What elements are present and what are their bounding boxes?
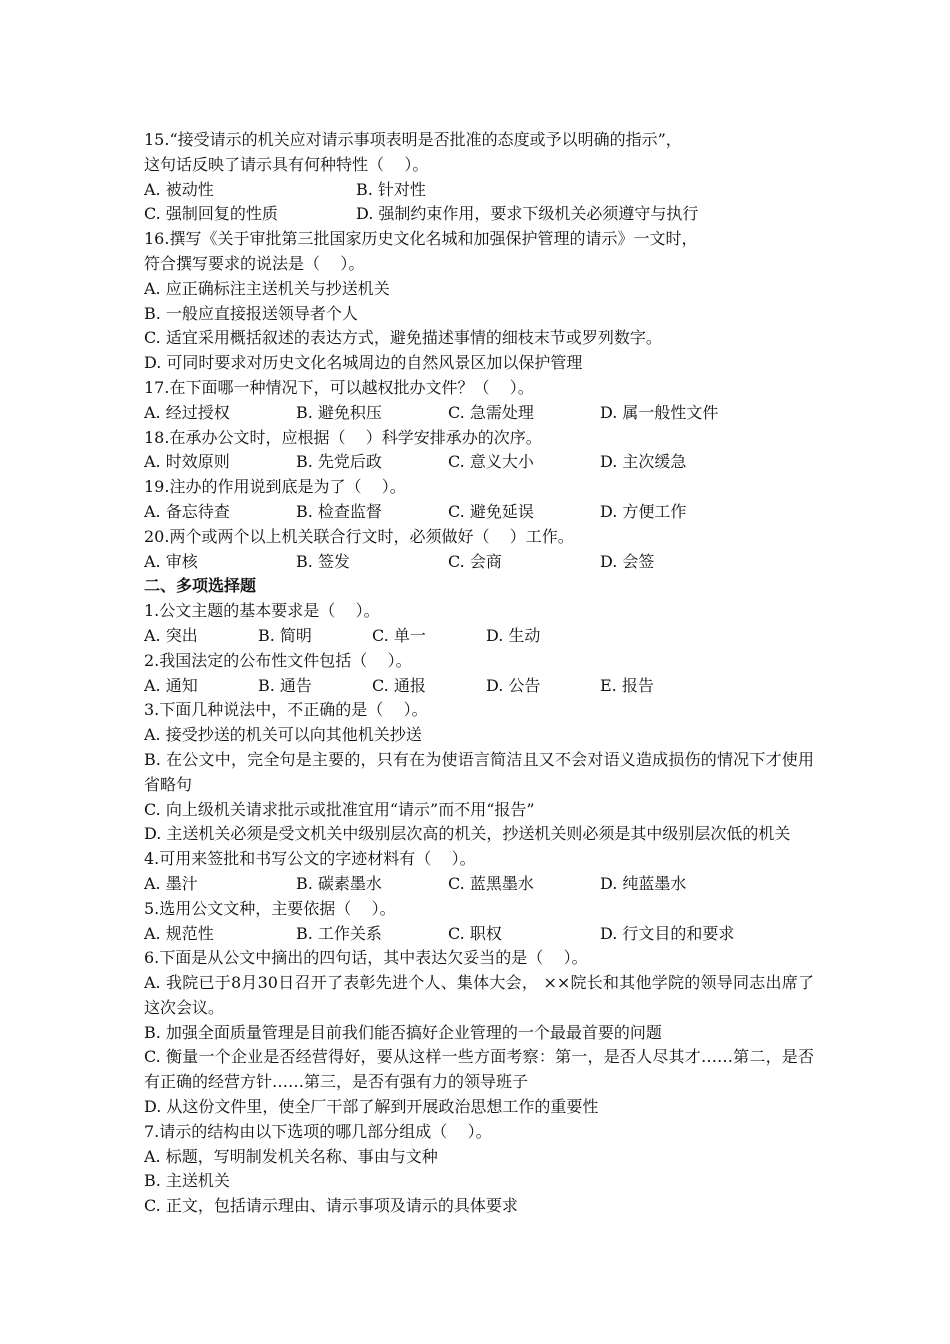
option: C. 强制回复的性质: [144, 204, 278, 224]
question-15-stem-line-1: 15.“接受请示的机关应对请示事项表明是否批准的态度或予以明确的指示”，: [144, 130, 682, 149]
multi-question-4-options: [144, 872, 814, 897]
option: D. 属一般性文件: [600, 402, 719, 422]
exam-page: [144, 128, 814, 1219]
question-16-stem-line-1: 16.撰写《关于审批第三批国家历史文化名城和加强保护管理的请示》一文时，: [144, 229, 698, 249]
option: A. 规范性: [144, 923, 214, 943]
option: B. 一般应直接报送领导者个人: [144, 303, 358, 323]
option: C. 会商: [448, 551, 502, 571]
question-15-options-row-1: [144, 178, 814, 203]
option: C. 通报: [372, 675, 426, 695]
multi-question-5-options: [144, 922, 814, 947]
multi-question-6-stem: 6.下面是从公文中摘出的四句话，其中表达欠妥当的是（ ）。: [144, 948, 588, 968]
option: B. 简明: [258, 625, 312, 645]
question-20-stem: 20.两个或两个以上机关联合行文时，必须做好（ ）工作。: [144, 526, 574, 546]
option: D. 公告: [486, 675, 541, 695]
multi-question-1-options: [144, 624, 814, 649]
multi-question-3-stem: 3.下面几种说法中，不正确的是（ ）。: [144, 700, 428, 720]
question-17-stem: 17.在下面哪一种情况下，可以越权批办文件？（ ）。: [144, 377, 534, 397]
option: E. 报告: [600, 675, 654, 695]
multi-question-2-options: [144, 674, 814, 699]
question-15-options-row-2: [144, 202, 814, 227]
multi-question-1-stem: 1.公文主题的基本要求是（ ）。: [144, 601, 380, 621]
option: D. 强制约束作用，要求下级机关必须遵守与执行: [356, 204, 699, 224]
option: A. 备忘待查: [144, 501, 230, 521]
multi-question-5-stem: 5.选用公文文种，主要依据（ ）。: [144, 898, 396, 918]
option: A. 标题，写明制发机关名称、事由与文种: [144, 1146, 438, 1166]
option: C. 急需处理: [448, 402, 534, 422]
option: B. 检查监督: [296, 501, 382, 521]
option: C. 意义大小: [448, 452, 534, 472]
option: A. 经过授权: [144, 402, 230, 422]
option: C. 避免延误: [448, 501, 534, 521]
option: C. 衡量一个企业是否经营得好，要从这样一些方面考察：第一，是否人尽其才……第二，是否有正确的经营方针……第三，是否有强有力的领导班子: [144, 1047, 814, 1092]
multi-question-4-stem: 4.可用来签批和书写公文的字迹材料有（ ）。: [144, 849, 476, 869]
option: C. 适宜采用概括叙述的表达方式，避免描述事情的细枝末节或罗列数字。: [144, 328, 662, 348]
section-title: 二、多项选择题: [144, 576, 257, 596]
question-19-options: [144, 500, 814, 525]
option: C. 单一: [372, 625, 426, 645]
option: B. 通告: [258, 675, 312, 695]
option: D. 主送机关必须是受文机关中级别层次高的机关，抄送机关则必须是其中级别层次低的机关: [144, 824, 791, 844]
option: C. 向上级机关请求批示或批准宜用“请示”而不用“报告”: [144, 799, 535, 819]
question-19-stem: 19.注办的作用说到底是为了（ ）。: [144, 477, 406, 497]
option: C. 职权: [448, 923, 502, 943]
option: B. 避免积压: [296, 402, 382, 422]
option: C. 正文，包括请示理由、请示事项及请示的具体要求: [144, 1196, 518, 1216]
multi-question-7-stem: 7.请示的结构由以下选项的哪几部分组成（ ）。: [144, 1121, 492, 1141]
option: A. 墨汁: [144, 873, 198, 893]
option: A. 通知: [144, 675, 198, 695]
option: D. 主次缓急: [600, 452, 687, 472]
option: D. 可同时要求对历史文化名城周边的自然风景区加以保护管理: [144, 353, 583, 373]
option: A. 突出: [144, 625, 198, 645]
option: B. 在公文中，完全句是主要的，只有在为使语言简洁且又不会对语义造成损伤的情况下才使用省略句: [144, 749, 814, 794]
option: A. 被动性: [144, 179, 214, 199]
option: B. 加强全面质量管理是目前我们能否搞好企业管理的一个最最首要的问题: [144, 1022, 662, 1042]
option: A. 我院已于8月30日召开了表彰先进个人、集体大会， ××院长和其他学院的领导同志出席了这次会议。: [144, 973, 814, 1017]
option: D. 方便工作: [600, 501, 687, 521]
option: A. 时效原则: [144, 452, 230, 472]
option: D. 纯蓝墨水: [600, 873, 687, 893]
option: B. 主送机关: [144, 1171, 230, 1191]
option: B. 碳素墨水: [296, 873, 382, 893]
option: D. 会签: [600, 551, 655, 571]
option: C. 蓝黑墨水: [448, 873, 534, 893]
multi-question-2-stem: 2.我国法定的公布性文件包括（ ）。: [144, 650, 412, 670]
option: B. 先党后政: [296, 452, 382, 472]
option: B. 工作关系: [296, 923, 382, 943]
option: D. 生动: [486, 625, 541, 645]
option: A. 审核: [144, 551, 198, 571]
question-18-options: [144, 450, 814, 475]
question-15-stem-line-2: 这句话反映了请示具有何种特性（ ）。: [144, 154, 429, 174]
option: B. 针对性: [356, 179, 426, 199]
option: B. 签发: [296, 551, 350, 571]
question-17-options: [144, 401, 814, 426]
option: D. 行文目的和要求: [600, 923, 735, 943]
option: D. 从这份文件里，使全厂干部了解到开展政治思想工作的重要性: [144, 1097, 599, 1117]
question-18-stem: 18.在承办公文时，应根据（ ）科学安排承办的次序。: [144, 427, 542, 447]
option: A. 应正确标注主送机关与抄送机关: [144, 278, 390, 298]
option: A. 接受抄送的机关可以向其他机关抄送: [144, 725, 422, 745]
question-20-options: [144, 550, 814, 575]
question-16-stem-line-2: 符合撰写要求的说法是（ ）。: [144, 253, 365, 273]
